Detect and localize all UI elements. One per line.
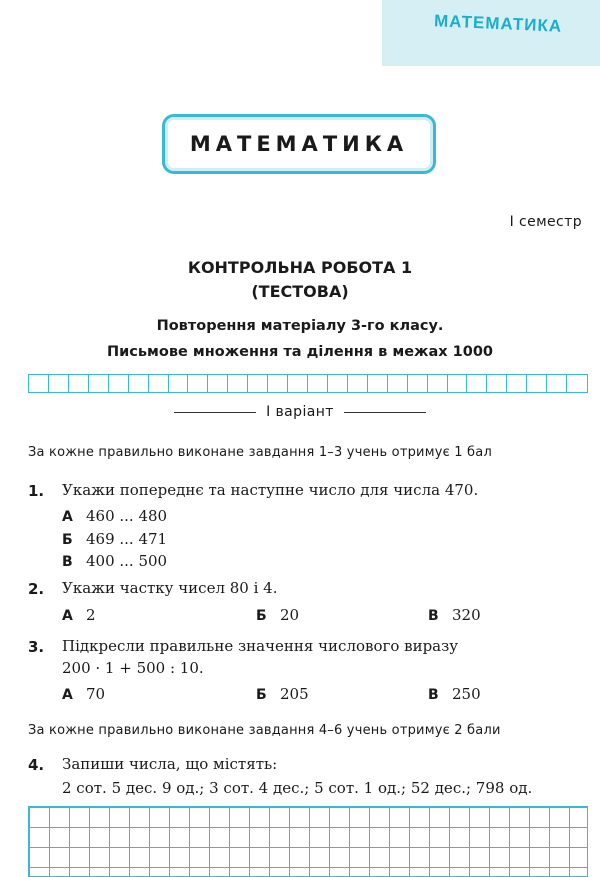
question-2-option-b[interactable]: [256, 606, 299, 624]
entry-cell[interactable]: [89, 375, 109, 392]
entry-cell[interactable]: [388, 375, 408, 392]
option-value: 320: [452, 606, 481, 624]
option-value: 70: [86, 685, 106, 703]
question-2-option-a[interactable]: [62, 606, 96, 624]
entry-cell[interactable]: [288, 375, 308, 392]
question-1-text: Укажи попереднє та наступне число для числа 470.: [62, 481, 479, 499]
question-3-number: 3.: [28, 638, 45, 656]
question-2-option-c[interactable]: [428, 606, 481, 624]
subject-title: МАТЕМАТИКА: [189, 132, 409, 156]
scoring-note-1: За кожне правильно виконане завдання 1–3 учень отримує 1 бал: [28, 445, 492, 460]
entry-cell[interactable]: [547, 375, 567, 392]
entry-cell[interactable]: [109, 375, 129, 392]
question-1-option-b[interactable]: [62, 530, 167, 548]
entry-cell[interactable]: [29, 375, 49, 392]
question-3-option-b[interactable]: [256, 685, 309, 703]
option-value: 250: [452, 685, 481, 703]
question-3-option-c[interactable]: [428, 685, 481, 703]
variant-label: І варіант: [266, 404, 334, 420]
entry-cell[interactable]: [368, 375, 388, 392]
entry-cell[interactable]: [228, 375, 248, 392]
option-letter: Б: [256, 608, 267, 624]
option-letter: Б: [256, 687, 267, 703]
topic-line-2: Письмове множення та ділення в межах 1000: [106, 344, 494, 360]
entry-cell[interactable]: [567, 375, 587, 392]
option-value: 469 ... 471: [86, 530, 168, 548]
question-3-text-line-1: Підкресли правильне значення числового виразу: [62, 637, 459, 655]
question-1-option-c[interactable]: [62, 552, 167, 570]
option-letter: В: [428, 608, 439, 624]
question-1-number: 1.: [28, 482, 45, 500]
topic-line-1: Повторення матеріалу 3-го класу.: [156, 318, 444, 334]
question-4-detail: 2 сот. 5 дес. 9 од.; 3 сот. 4 дес.; 5 сот. 1 од.; 52 дес.; 798 од.: [62, 779, 533, 797]
option-letter: А: [62, 509, 73, 525]
entry-cell[interactable]: [129, 375, 149, 392]
option-value: 460 ... 480: [86, 507, 168, 525]
option-value: 400 ... 500: [86, 552, 168, 570]
scoring-note-2: За кожне правильно виконане завдання 4–6 учень отримує 2 бали: [28, 723, 501, 738]
question-2-text: Укажи частку чисел 80 і 4.: [62, 579, 278, 597]
entry-cell[interactable]: [328, 375, 348, 392]
entry-cell[interactable]: [527, 375, 547, 392]
entry-cell[interactable]: [487, 375, 507, 392]
divider-right: [344, 412, 426, 413]
entry-cell[interactable]: [69, 375, 89, 392]
question-1-option-a[interactable]: [62, 507, 167, 525]
option-value: 205: [280, 685, 309, 703]
entry-cell[interactable]: [408, 375, 428, 392]
name-entry-cells[interactable]: [28, 374, 588, 393]
subject-title-box: [162, 114, 436, 174]
question-4-number: 4.: [28, 756, 45, 774]
entry-cell[interactable]: [348, 375, 368, 392]
test-title: КОНТРОЛЬНА РОБОТА 1: [187, 258, 413, 277]
divider-left: [174, 412, 256, 413]
semester-label: І семестр: [509, 214, 582, 230]
option-value: 2: [86, 606, 96, 624]
entry-cell[interactable]: [188, 375, 208, 392]
question-2-number: 2.: [28, 580, 45, 598]
corner-subject-label: МАТЕМАТИКА: [433, 11, 563, 36]
option-letter: В: [428, 687, 439, 703]
question-3-text-line-2: 200 · 1 + 500 : 10.: [62, 659, 204, 677]
question-4-text: Запиши числа, що містять:: [62, 755, 278, 773]
entry-cell[interactable]: [428, 375, 448, 392]
variant-heading: [0, 404, 600, 420]
entry-cell[interactable]: [308, 375, 328, 392]
option-letter: А: [62, 687, 73, 703]
entry-cell[interactable]: [467, 375, 487, 392]
entry-cell[interactable]: [49, 375, 69, 392]
entry-cell[interactable]: [268, 375, 288, 392]
option-letter: Б: [62, 532, 73, 548]
test-type: (ТЕСТОВА): [251, 282, 349, 301]
option-letter: А: [62, 608, 73, 624]
entry-cell[interactable]: [507, 375, 527, 392]
entry-cell[interactable]: [149, 375, 169, 392]
option-value: 20: [280, 606, 300, 624]
option-letter: В: [62, 554, 73, 570]
question-3-option-a[interactable]: [62, 685, 105, 703]
entry-cell[interactable]: [248, 375, 268, 392]
entry-cell[interactable]: [448, 375, 468, 392]
entry-cell[interactable]: [169, 375, 189, 392]
entry-cell[interactable]: [208, 375, 228, 392]
answer-grid[interactable]: [28, 806, 588, 877]
